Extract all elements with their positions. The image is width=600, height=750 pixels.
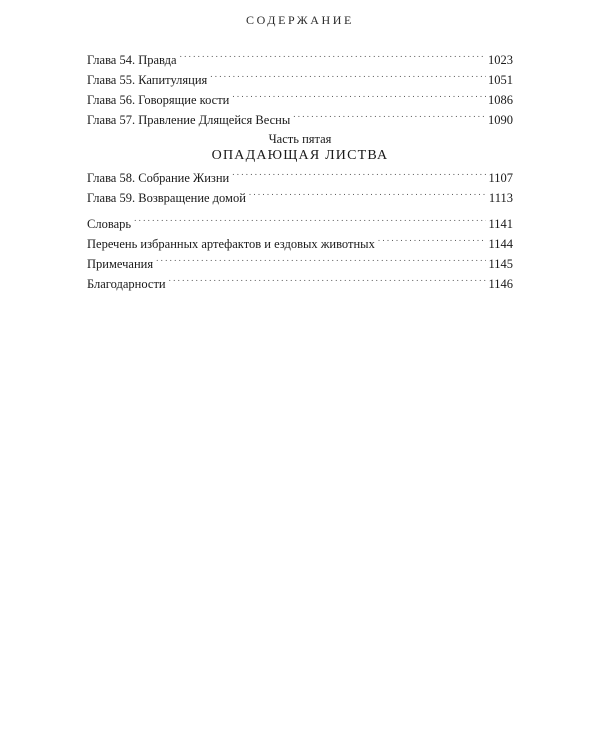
toc-entry-page: 1090 <box>488 113 513 127</box>
part-heading <box>0 131 600 165</box>
toc-entry-page: 1145 <box>488 257 513 271</box>
toc-entry-title: Примечания <box>87 257 154 271</box>
dot-leader <box>210 64 486 84</box>
toc-entry-title: Глава 58. Собрание Жизни <box>87 171 230 185</box>
dot-leader <box>232 84 486 104</box>
dot-leader <box>169 268 487 288</box>
toc-entry-page: 1086 <box>488 93 513 107</box>
toc-entry-title: Глава 57. Правление Длящейся Весны <box>87 113 291 127</box>
toc-entry-title: Глава 55. Капитуляция <box>87 73 208 87</box>
dot-leader <box>378 228 487 248</box>
toc-entry[interactable] <box>87 162 513 185</box>
toc-entry[interactable] <box>87 228 513 251</box>
toc-group-chapters-54-57 <box>87 44 513 127</box>
toc-entry-title: Глава 54. Правда <box>87 53 177 67</box>
toc-entry-page: 1141 <box>488 217 513 231</box>
toc-entry-page: 1144 <box>488 237 513 251</box>
toc-entry[interactable] <box>87 208 513 231</box>
dot-leader <box>180 44 486 64</box>
toc-entry-page: 1107 <box>488 171 513 185</box>
toc-entry-title: Глава 56. Говорящие кости <box>87 93 230 107</box>
toc-entry-title: Перечень избранных артефактов и ездовых животных <box>87 237 375 251</box>
toc-entry-title: Глава 59. Возвращение домой <box>87 191 246 205</box>
running-head: СОДЕРЖАНИЕ <box>246 13 354 27</box>
dot-leader <box>232 162 486 182</box>
dot-leader <box>293 104 486 124</box>
toc-entry-title: Благодарности <box>87 277 166 291</box>
toc-entry-title: Словарь <box>87 217 132 231</box>
toc-entry-page: 1051 <box>488 73 513 87</box>
dot-leader <box>156 248 486 268</box>
toc-entry-page: 1113 <box>488 191 513 205</box>
dot-leader <box>249 182 487 202</box>
dot-leader <box>134 208 486 228</box>
part-label: Часть пятая <box>268 132 332 146</box>
toc-entry-page: 1023 <box>488 53 513 67</box>
part-title: ОПАДАЮЩАЯ ЛИСТВА <box>211 148 389 163</box>
toc-entry[interactable] <box>87 44 513 67</box>
toc-entry-page: 1146 <box>488 277 513 291</box>
toc-group-back-matter <box>87 208 513 291</box>
toc-group-chapters-58-59 <box>87 162 513 205</box>
